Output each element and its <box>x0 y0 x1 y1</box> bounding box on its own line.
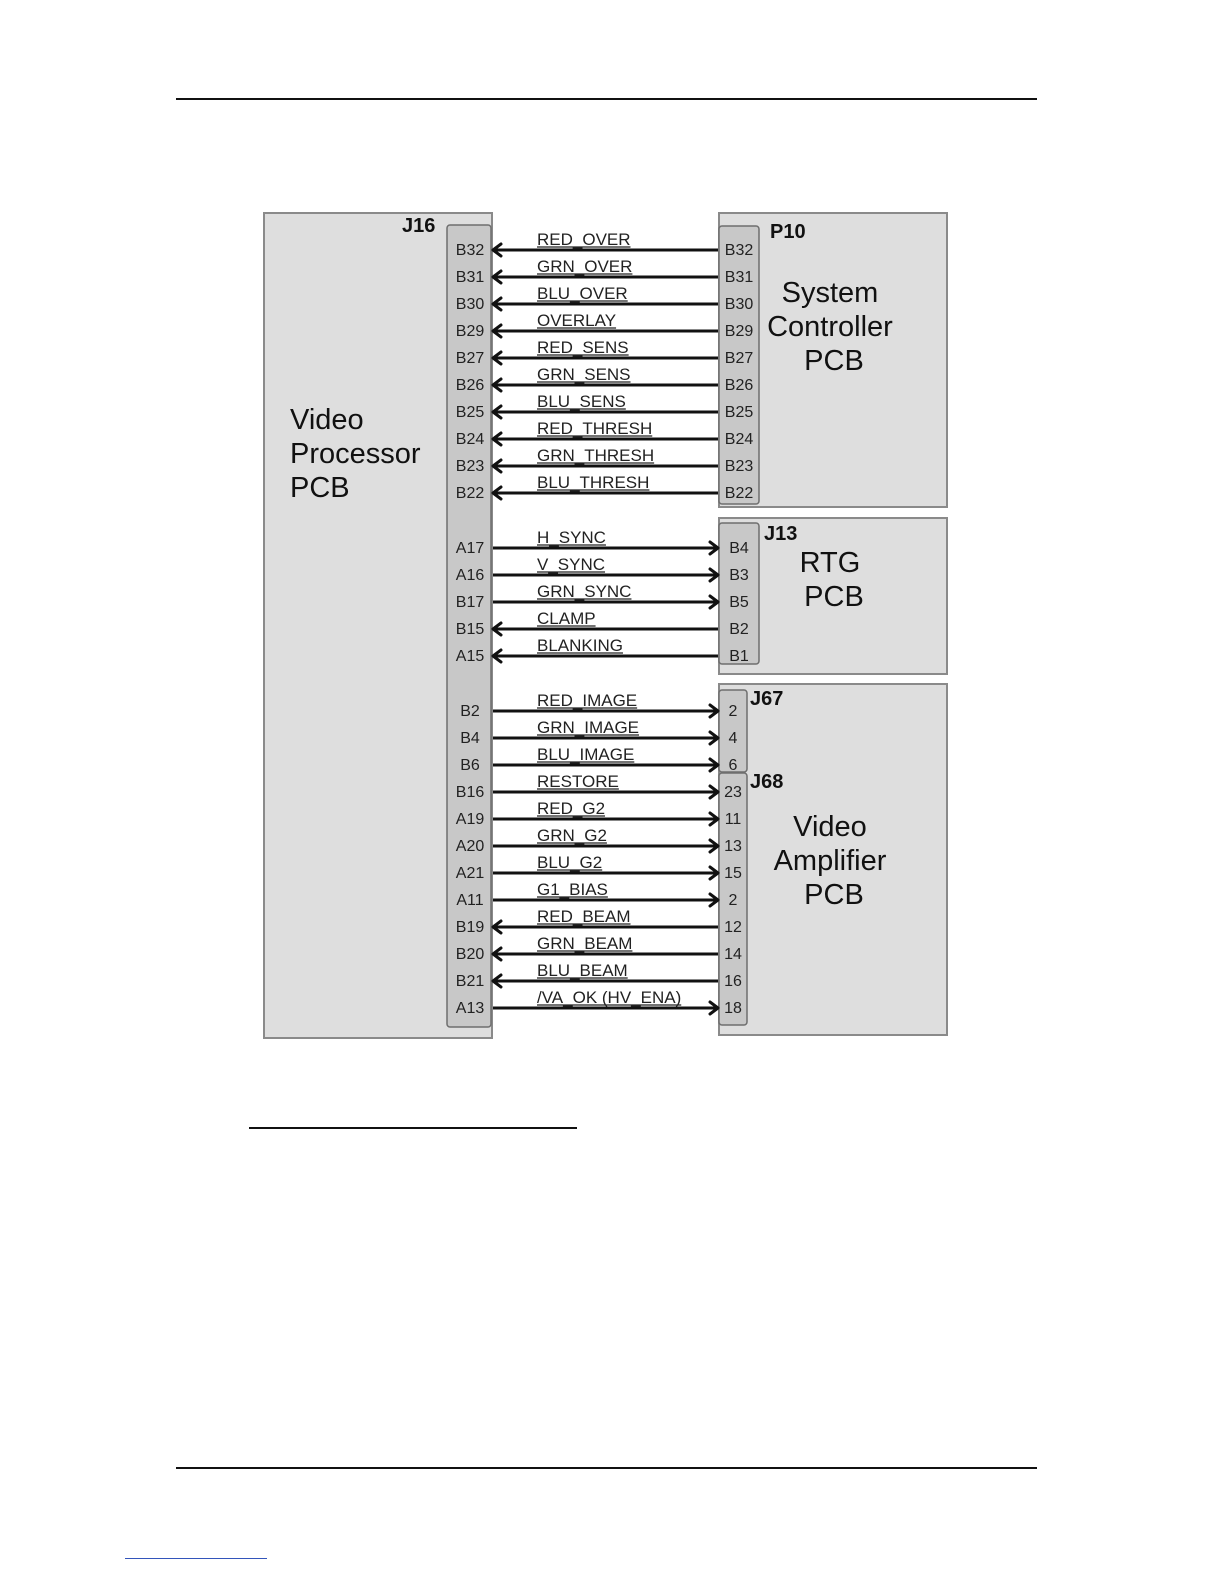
signal-6 <box>456 365 754 394</box>
mating-pin-label: B2 <box>729 621 749 638</box>
signal-name: CLAMP <box>537 609 596 628</box>
signal-15 <box>456 636 749 665</box>
mating-pin-label: 2 <box>728 703 738 720</box>
j16-pin-label: B22 <box>455 485 485 502</box>
mating-pin-label: B31 <box>724 269 754 286</box>
j13-label: J13 <box>764 523 798 545</box>
signal-23 <box>456 880 737 909</box>
signal-name: BLU_SENS <box>537 392 626 411</box>
mating-pin-label: 14 <box>724 946 742 963</box>
mating-pin-label: B32 <box>724 242 754 259</box>
signal-name: GRN_THRESH <box>537 446 655 465</box>
j16-pin-label: A21 <box>455 865 485 882</box>
signal-name: BLU_BEAM <box>537 961 628 980</box>
j16-pin-label: A17 <box>455 540 485 557</box>
mating-pin-label: 12 <box>724 919 742 936</box>
j16-pin-label: A13 <box>455 1000 485 1017</box>
signal-12 <box>456 555 749 584</box>
video-processor-title: Video Processor PCB <box>290 404 421 504</box>
mating-pin-label: B24 <box>724 431 754 448</box>
mating-pin-label: B26 <box>724 377 754 394</box>
signal-3 <box>456 284 754 313</box>
signal-name: V_SYNC <box>537 555 606 574</box>
signal-name: RED_OVER <box>537 230 631 249</box>
signal-11 <box>456 528 749 557</box>
signal-name: /VA_OK (HV_ENA) <box>537 988 682 1007</box>
j16-pin-label: B4 <box>460 730 480 747</box>
j16-pin-label: B21 <box>455 973 485 990</box>
mating-pin-label: B25 <box>724 404 754 421</box>
j16-pin-label: B20 <box>455 946 485 963</box>
signal-5 <box>456 338 754 367</box>
signal-name: GRN_OVER <box>537 257 633 276</box>
j16-pin-label: A15 <box>455 648 485 665</box>
signal-name: BLU_OVER <box>537 284 628 303</box>
j16-pin-label: B15 <box>455 621 485 638</box>
signal-name: RED_G2 <box>537 799 606 818</box>
mating-pin-label: B22 <box>724 485 754 502</box>
signal-4 <box>456 311 754 340</box>
mating-pin-label: B30 <box>724 296 754 313</box>
signal-name: BLU_THRESH <box>537 473 650 492</box>
signal-name: BLU_G2 <box>537 853 603 872</box>
signal-name: G1_BIAS <box>537 880 608 899</box>
signal-name: RED_IMAGE <box>537 691 638 710</box>
signal-27 <box>456 988 742 1017</box>
j16-pin-label: B16 <box>455 784 485 801</box>
mating-pin-label: 15 <box>724 865 742 882</box>
signal-24 <box>456 907 742 936</box>
j16-pin-label: B32 <box>455 242 485 259</box>
signal-8 <box>456 419 754 448</box>
signal-name: GRN_G2 <box>537 826 607 845</box>
signal-16 <box>460 691 737 720</box>
mating-pin-label: 6 <box>728 757 738 774</box>
signal-name: BLANKING <box>537 636 623 655</box>
video-amplifier-title: Video Amplifier PCB <box>773 811 887 911</box>
j16-pin-label: B27 <box>455 350 485 367</box>
signal-25 <box>456 934 742 963</box>
j16-pin-label: B26 <box>455 377 485 394</box>
signal-7 <box>456 392 754 421</box>
j16-pin-label: B6 <box>460 757 480 774</box>
j68-label: J68 <box>750 771 784 793</box>
mating-pin-label: B23 <box>724 458 754 475</box>
mating-pin-label: 16 <box>724 973 742 990</box>
j16-pin-label: B23 <box>455 458 485 475</box>
signal-26 <box>456 961 742 990</box>
mating-pin-label: 23 <box>724 784 742 801</box>
mating-pin-label: B3 <box>729 567 749 584</box>
signal-2 <box>456 257 754 286</box>
signal-name: RED_SENS <box>537 338 629 357</box>
signal-name: GRN_SYNC <box>537 582 632 601</box>
j16-pin-label: B19 <box>455 919 485 936</box>
mating-pin-label: 2 <box>728 892 738 909</box>
j16-pin-label: B24 <box>455 431 485 448</box>
signal-19 <box>456 772 742 801</box>
signal-name: GRN_BEAM <box>537 934 633 953</box>
signal-name: BLU_IMAGE <box>537 745 635 764</box>
j16-pin-label: B29 <box>455 323 485 340</box>
p10-label: P10 <box>770 221 806 243</box>
mating-pin-label: B5 <box>729 594 749 611</box>
signal-22 <box>456 853 742 882</box>
j67-label: J67 <box>750 688 784 710</box>
rtg-title: RTG PCB <box>799 547 864 613</box>
signal-10 <box>456 473 754 502</box>
mating-pin-label: 11 <box>724 811 742 828</box>
signal-13 <box>456 582 749 611</box>
j16-label: J16 <box>402 215 436 237</box>
j16-pin-label: A19 <box>455 811 485 828</box>
j16-pin-label: B31 <box>455 269 485 286</box>
signal-9 <box>456 446 754 475</box>
mating-pin-label: B1 <box>729 648 749 665</box>
signal-name: RESTORE <box>537 772 619 791</box>
signal-18 <box>460 745 737 774</box>
signal-name: OVERLAY <box>537 311 617 330</box>
signal-name: GRN_IMAGE <box>537 718 640 737</box>
signal-name: GRN_SENS <box>537 365 631 384</box>
j16-pin-label: B25 <box>455 404 485 421</box>
signal-wires <box>456 230 754 1017</box>
j16-pin-label: A16 <box>455 567 485 584</box>
signal-name: RED_BEAM <box>537 907 631 926</box>
signal-17 <box>460 718 737 747</box>
mating-pin-label: B27 <box>724 350 754 367</box>
signal-21 <box>456 826 742 855</box>
signal-14 <box>456 609 749 638</box>
signal-name: RED_THRESH <box>537 419 653 438</box>
j16-pin-label: B17 <box>455 594 485 611</box>
mating-pin-label: B29 <box>724 323 754 340</box>
mating-pin-label: 18 <box>724 1000 742 1017</box>
mating-pin-label: 13 <box>724 838 742 855</box>
signal-1 <box>456 230 754 259</box>
j16-pin-label: A11 <box>456 892 484 909</box>
signal-20 <box>456 799 742 828</box>
mating-pin-label: 4 <box>728 730 738 747</box>
mating-pin-label: B4 <box>729 540 749 557</box>
j16-pin-label: B30 <box>455 296 485 313</box>
system-controller-title: System Controller PCB <box>767 277 893 377</box>
j16-pin-label: A20 <box>455 838 485 855</box>
signal-name: H_SYNC <box>537 528 606 547</box>
j16-pin-label: B2 <box>460 703 480 720</box>
